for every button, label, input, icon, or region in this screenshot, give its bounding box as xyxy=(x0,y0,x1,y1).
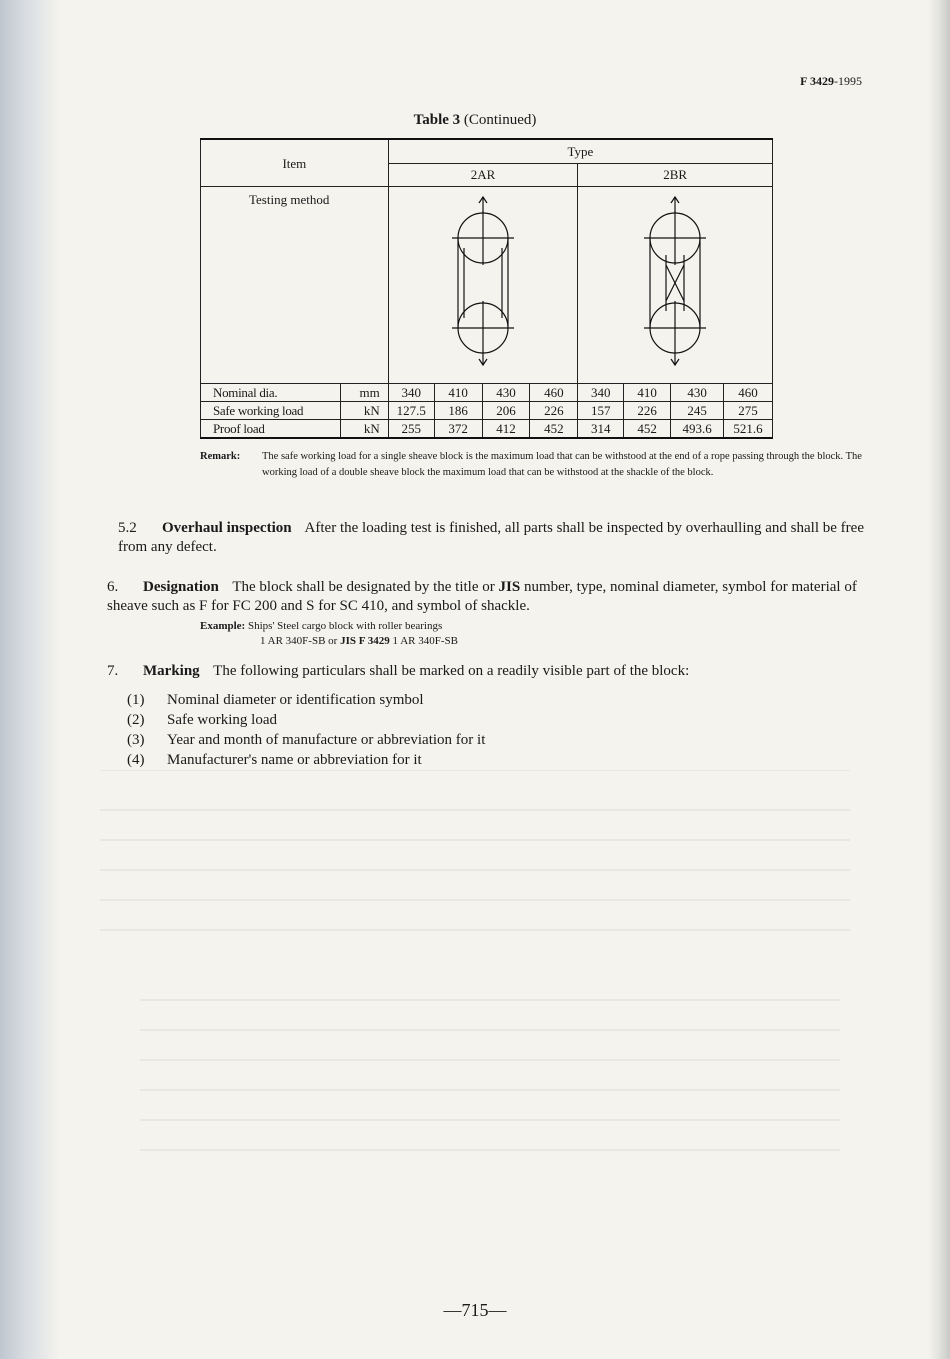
list-item: (3) Year and month of manufacture or abbreviation for it xyxy=(127,732,486,748)
example-line-1: Ships' Steel cargo block with roller bearings xyxy=(247,620,443,632)
section-text-cont: number, type, nominal diameter, symbol for material of sheave such as F for FC 200 and S for SC 410, and symbol of shackle. xyxy=(107,579,857,614)
table-cell: 452 xyxy=(624,420,671,439)
section-number: 5.2 xyxy=(118,520,137,536)
table-cell: 410 xyxy=(434,384,482,402)
table-remark xyxy=(200,449,867,481)
testing-method-label: Testing method xyxy=(201,187,341,384)
jis-abbrev: JIS xyxy=(498,579,521,595)
double-sheave-test-diagram xyxy=(640,193,710,373)
table-cell: 493.6 xyxy=(671,420,724,439)
table-row xyxy=(201,384,773,402)
row-label: Proof load xyxy=(201,420,341,439)
table-row xyxy=(201,420,773,439)
table-cell: 460 xyxy=(530,384,578,402)
row-label: Safe working load xyxy=(201,402,341,420)
page-number: —715— xyxy=(443,1300,507,1320)
list-item: (4) Manufacturer's name or abbreviation for it xyxy=(127,752,422,768)
type-2br-header: 2BR xyxy=(578,163,773,187)
page-shadow-left xyxy=(0,0,60,1359)
table-cell: 340 xyxy=(578,384,624,402)
remark-text: The safe working load for a single sheave block is the maximum load that can be withstood at the end of a rope passing through the block. The working load of a double sheave block the maximum load that can be withstood at the shackle of the block. xyxy=(262,451,862,478)
example-line-2b: JIS F 3429 xyxy=(340,635,390,647)
example-line-2a: 1 AR 340F-SB or xyxy=(260,635,341,647)
designation-example xyxy=(200,619,458,649)
standard-code: F 3429-1995 xyxy=(800,74,862,88)
table-cell: 255 xyxy=(388,420,434,439)
section-title: Marking xyxy=(143,663,200,679)
table-cell: 206 xyxy=(482,402,530,420)
type-2ar-header: 2AR xyxy=(388,163,578,187)
table-cell: 186 xyxy=(434,402,482,420)
marking-list xyxy=(127,690,485,770)
table-cell: 127.5 xyxy=(388,402,434,420)
table-cell: 245 xyxy=(671,402,724,420)
table-cell: 521.6 xyxy=(724,420,773,439)
bleed-through-table xyxy=(100,770,850,1190)
table-cell: 314 xyxy=(578,420,624,439)
specification-table xyxy=(200,138,773,439)
section-text: The following particulars shall be marked on a readily visible part of the block: xyxy=(213,663,690,679)
single-sheave-test-diagram xyxy=(448,193,518,373)
row-unit: kN xyxy=(340,402,388,420)
table-cell: 452 xyxy=(530,420,578,439)
table-cell: 275 xyxy=(724,402,773,420)
section-text: After the loading test is finished, all parts shall be inspected by overhaulling and shall be free from any defect. xyxy=(118,520,864,555)
item-header: Item xyxy=(201,139,389,187)
row-unit: kN xyxy=(340,420,388,439)
example-label: Example: xyxy=(200,620,246,632)
example-line-2c: 1 AR 340F-SB xyxy=(389,635,458,647)
table-title: Table 3 (Continued) xyxy=(413,112,537,128)
row-unit: mm xyxy=(340,384,388,402)
table-cell: 226 xyxy=(530,402,578,420)
diagram-2ar-cell xyxy=(388,187,578,384)
table-row xyxy=(201,402,773,420)
table-cell: 412 xyxy=(482,420,530,439)
table-cell: 226 xyxy=(624,402,671,420)
section-7 xyxy=(107,662,867,681)
section-text: The block shall be designated by the title or xyxy=(232,579,499,595)
table-cell: 372 xyxy=(434,420,482,439)
table-cell: 340 xyxy=(388,384,434,402)
remark-label: Remark: xyxy=(200,451,241,462)
table-cell: 430 xyxy=(482,384,530,402)
table-cell: 460 xyxy=(724,384,773,402)
section-number: 7. xyxy=(107,663,119,679)
section-title: Designation xyxy=(143,579,219,595)
row-label: Nominal dia. xyxy=(201,384,341,402)
list-item: (2) Safe working load xyxy=(127,712,277,728)
type-header: Type xyxy=(388,139,772,163)
table-cell: 430 xyxy=(671,384,724,402)
section-number: 6. xyxy=(107,579,119,595)
section-5-2 xyxy=(118,519,868,557)
table-cell: 410 xyxy=(624,384,671,402)
table-cell: 157 xyxy=(578,402,624,420)
section-title: Overhaul inspection xyxy=(162,520,292,536)
diagram-2br-cell xyxy=(578,187,773,384)
list-item: (1) Nominal diameter or identification symbol xyxy=(127,692,424,708)
page-shadow-right xyxy=(928,0,950,1359)
section-6 xyxy=(107,578,867,616)
testing-method-unit xyxy=(340,187,388,384)
